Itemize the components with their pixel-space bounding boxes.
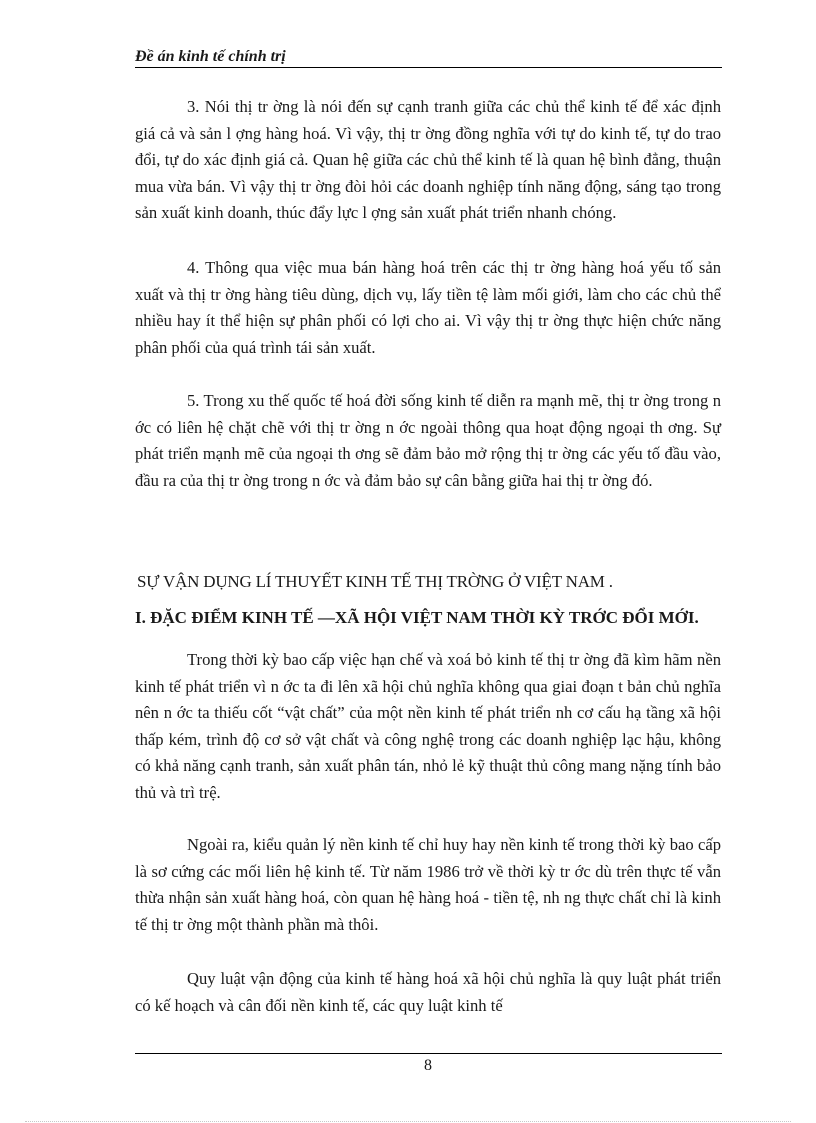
running-header: Đề án kinh tế chính trị [135,48,722,68]
body-paragraph-3: Quy luật vận động của kinh tế hàng hoá xã hội chủ nghĩa là quy luật phát triển có kế hoạch và cân đối nền kinh tế, các quy luật kinh tế [135,969,721,1015]
paragraph-4: 4. Thông qua việc mua bán hàng hoá trên các thị tr ờng hàng hoá yếu tố sản xuất và thị tr ờng hàng tiêu dùng, dịch vụ, lấy tiền tệ làm mối giới, làm cho các chủ thể nhiều hay ít thể hiện sự phân phối có lợi cho ai. Vì vậy thị tr ờng thực hiện chức năng phân phối của quá trình tái sản xuất. [135,258,721,357]
section-heading: I. ĐẶC ĐIỂM KINH TẾ —XÃ HỘI VIỆT NAM THỜI KỲ TRỚC ĐỔI MỚI. [135,608,699,627]
body-paragraph-1: Trong thời kỳ bao cấp việc hạn chế và xoá bỏ kinh tế thị tr ờng đã kìm hãm nền kinh tế phát triển vì n ớc ta đi lên xã hội chủ nghĩa không qua giai đoạn t bản chủ nghĩa nên n ớc ta thiếu cốt “vật chất” của một nền kinh tế phát triển nh cơ cấu hạ tầng xã hội thấp kém, trình độ cơ sở vật chất và công nghệ trong các doanh nghiệp lạc hậu, không có khả năng cạnh tranh, sản xuất phân tán, nhỏ lẻ kỹ thuật thủ công mang nặng tính bảo thủ và trì trệ. [135,650,721,802]
paragraph-3: 3. Nói thị tr ờng là nói đến sự cạnh tranh giữa các chủ thể kinh tế để xác định giá cả và sản l ợng hàng hoá. Vì vậy, thị tr ờng đồng nghĩa với tự do kinh tế, tự do trao đổi, tự do xác định giá cả. Quan hệ giữa các chủ thể kinh tế là quan hệ bình đẳng, thuận mua vừa bán. Vì vậy thị tr ờng đòi hỏi các doanh nghiệp tính năng động, sáng tạo trong sản xuất kinh doanh, thúc đẩy lực l ợng sản xuất phát triển nhanh chóng. [135,97,721,222]
body-paragraph-2: Ngoài ra, kiểu quản lý nền kinh tế chỉ huy hay nền kinh tế trong thời kỳ bao cấp là sơ cứng các mối liên hệ kinh tế. Từ năm 1986 trở về thời kỳ tr ớc dù trên thực tế vẫn thừa nhận sản xuất hàng hoá, còn quan hệ hàng hoá - tiền tệ, nh ng thực chất chỉ là kinh tế thị tr ờng một thành phần mà thôi. [135,835,721,934]
page-edge-divider [25,1121,791,1122]
section-title: SỰ VẬN DỤNG LÍ THUYẾT KINH TẾ THỊ TRỜNG Ở VIỆT NAM . [137,572,613,591]
page-number: 8 [424,1057,432,1074]
paragraph-5: 5. Trong xu thế quốc tế hoá đời sống kinh tế diễn ra mạnh mẽ, thị tr ờng trong n ớc có liên hệ chặt chẽ với thị tr ờng n ớc ngoài thông qua hoạt động ngoại th ơng. Sự phát triển mạnh mẽ của ngoại th ơng sẽ đảm bảo mở rộng thị tr ờng các yếu tố đầu vào, đầu ra của thị tr ờng trong n ớc và đảm bảo sự cân bằng giữa hai thị tr ờng đó. [135,391,721,490]
footer-divider [135,1053,722,1054]
